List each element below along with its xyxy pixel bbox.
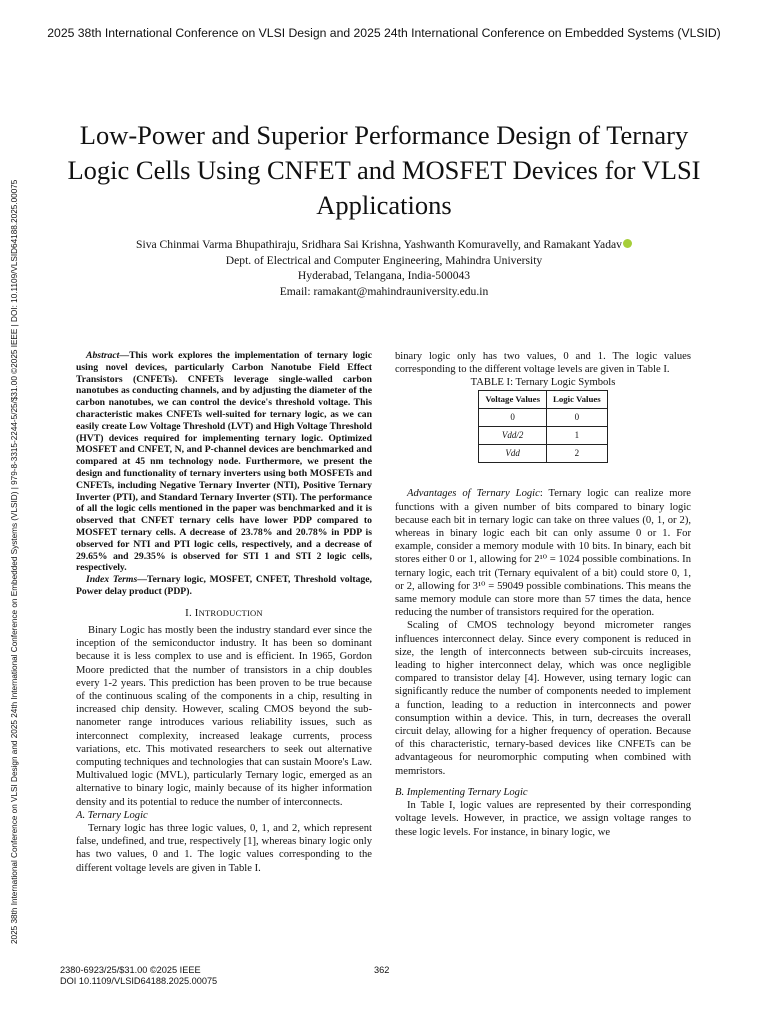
page-number: 362: [374, 965, 390, 975]
table-row: [479, 427, 607, 445]
ternary-logic-table: [478, 390, 607, 464]
table-cell: 0: [547, 408, 608, 426]
scaling-paragraph: Scaling of CMOS technology beyond micrometer ranges influences interconnect delay. Since every component is reduced in size, the length of interconnects between sub-circuits increases, leading to higher interconnect delay, which was once negligible compared to transistor delay [4]. However, using ternary logic can significantly reduce the number of components needed to implement a function, leading to a reduction in interconnects and power consumption within a device. This, in turn, decreases the overall circuit delay, allowing for a higher frequency of operation. Because of this characteristic, ternary-based devices like CNFETs can be advantageous for neuromorphic computing when combined with memristors.: [395, 620, 691, 777]
footer-copyright: [60, 965, 217, 986]
abstract-text: —This work explores the implementation of ternary logic using novel devices, particularly Carbon Nanotube Field Effect Transistors (CNFETs). CNFETs leverage single-walled carbon nanotubes as conducting channels, and by adjusting the diameter of the carbon nanotubes, we can control the device's threshold voltage. This characteristic makes CNFETs well-suited for ternary logic, as we can easily create Low Voltage Threshold (LVT) and High Voltage Threshold (HVT) devices required for implementing ternary logic. Optimized MOSFET and CNFET, N, and P-channel devices are benchmarked and compared at 45 nm technology node. Furthermore, we present the design and functionality of ternary inverters using both MOSFETs and CNFETs, including Negative Ternary Inverter (NTI), Positive Ternary Inverter (PTI), and Standard Ternary Inverter (STI). The performance of all the logic cells mentioned in the paper was benchmarked and it is observed that CNFET ternary cells have lower PDP compared to MOSFET ternary cells. A decrease of 23.78% and 20.78% in PDP is observed for NTI and PTI logic cells, respectively, and a decrease of 29.65% and 29.35% is observed for STI 1 and STI 2 logic cells, respectively.: [76, 350, 372, 574]
advantages-text: : Ternary logic can realize more functions with a given number of bits compared to binary logic because each bit in ternary logic can take on three values (0, 1, or 2), whereas in binary logic each bit can only assume 0 or 1. For example, consider a memory module with 10 bits. In binary, each bit stores either 0 or 1, allowing for 2¹⁰ = 1024 possible combinations. In ternary logic, each trit (Ternary equivalent of a bit) could store 0, 1, or 2, allowing for 3¹⁰ = 59049 possible combinations. This means the same memory module can store more than 57 times the data, hence reducing the number of transistors required for the operation.: [395, 488, 692, 619]
table-cell: Vdd: [479, 445, 547, 463]
table-cell: Vdd/2: [479, 427, 547, 445]
author-dept: Dept. of Electrical and Computer Engineering, Mahindra University: [225, 253, 543, 267]
table-row: [479, 445, 607, 463]
author-email[interactable]: Email: ramakant@mahindrauniversity.edu.in: [279, 284, 489, 298]
table-header-row: [479, 390, 607, 408]
table-header-cell: Logic Values: [547, 390, 608, 408]
index-terms: [76, 574, 372, 598]
section-heading-introduction: I. INTRODUCTION: [185, 606, 263, 619]
right-column: [395, 350, 691, 839]
abstract: [76, 350, 372, 574]
abstract-lead: Abstract: [86, 350, 120, 361]
advantages-lead: Advantages of Ternary Logic: [407, 488, 540, 500]
conference-header: 2025 38th International Conference on VLSI Design and 2025 24th International Conference on Embedded Systems (VLSID): [47, 26, 721, 40]
index-terms-lead: Index Terms: [86, 574, 138, 586]
intro-paragraph: Binary Logic has mostly been the industry standard ever since the inception of the semiconductor industry. It has been so dominant because it is less complex to use and is efficient. In 1965, Gordon Moore predicted that the number of transistors in a chip doubles every 1-2 years. This prediction has been proven to be true because of the continuous scaling of the components in a chip, resulting in increased chip density. However, scaling CMOS beyond the sub-nanometer range introduces various reliability issues, such as interconnect complexity, increased leakage currents, process variations, etc. This motivated researchers to seek out alternative computing techniques and technologies that can sustain Moore's Law. Multivalued logic (MVL), particularly Ternary logic, emerged as an alternative to binary logic, mainly because of its higher information density and its potential to reduce the number of interconnects.: [76, 624, 372, 808]
footer-doi: DOI 10.1109/VLSID64188.2025.00075: [60, 975, 218, 986]
author-location: Hyderabad, Telangana, India-500043: [297, 269, 471, 282]
orcid-icon[interactable]: [623, 239, 632, 248]
table-cell: 2: [547, 445, 608, 463]
table-caption: TABLE I: Ternary Logic Symbols: [470, 377, 616, 389]
advantages-paragraph: [395, 487, 691, 619]
table-row: [479, 408, 607, 426]
footer-issn: 2380-6923/25/$31.00 ©2025 IEEE: [60, 965, 201, 975]
left-column: [76, 350, 372, 875]
paper-title: Low-Power and Superior Performance Design of Ternary Logic Cells Using CNFET and MOSFET Devices for VLSI Applications: [67, 120, 701, 220]
subsection-heading-ternary-logic: A. Ternary Logic: [76, 809, 148, 821]
table-cell: 1: [547, 427, 608, 445]
index-terms-text: —Ternary logic, MOSFET, CNFET, Threshold voltage, Power delay product (PDP).: [76, 574, 372, 597]
implementing-paragraph: In Table I, logic values are represented by their corresponding voltage levels. However, in practice, we assign voltage ranges to these logic levels. For instance, in binary logic, we: [395, 800, 691, 838]
subsection-heading-implementing: B. Implementing Ternary Logic: [395, 786, 528, 798]
author-names: Siva Chinmai Varma Bhupathiraju, Sridhara Sai Krishna, Yashwanth Komuravelly, and Ramakant Yadav: [136, 238, 622, 251]
table-header-cell: Voltage Values: [479, 390, 547, 408]
table-cell: 0: [479, 408, 547, 426]
ternary-logic-paragraph: Ternary logic has three logic values, 0, 1, and 2, which represent false, undefined, and true, respectively [1], whereas binary logic only has two values, 0 and 1. The logic values corresponding to the different voltage levels are given in Table I.: [76, 822, 372, 874]
ternary-logic-continuation: binary logic only has two values, 0 and 1. The logic values corresponding to the different voltage levels are given in Table I.: [395, 351, 691, 376]
side-doi-strip: 2025 38th International Conference on VLSI Design and 2025 24th International Conference on Embedded Systems (VLSID) | 979-8-3315-2244-5/25/$31.00 ©2025 IEEE | DOI: 10.1109/VLSID64188.2025.00075: [10, 179, 19, 944]
author-block: [40, 237, 728, 299]
